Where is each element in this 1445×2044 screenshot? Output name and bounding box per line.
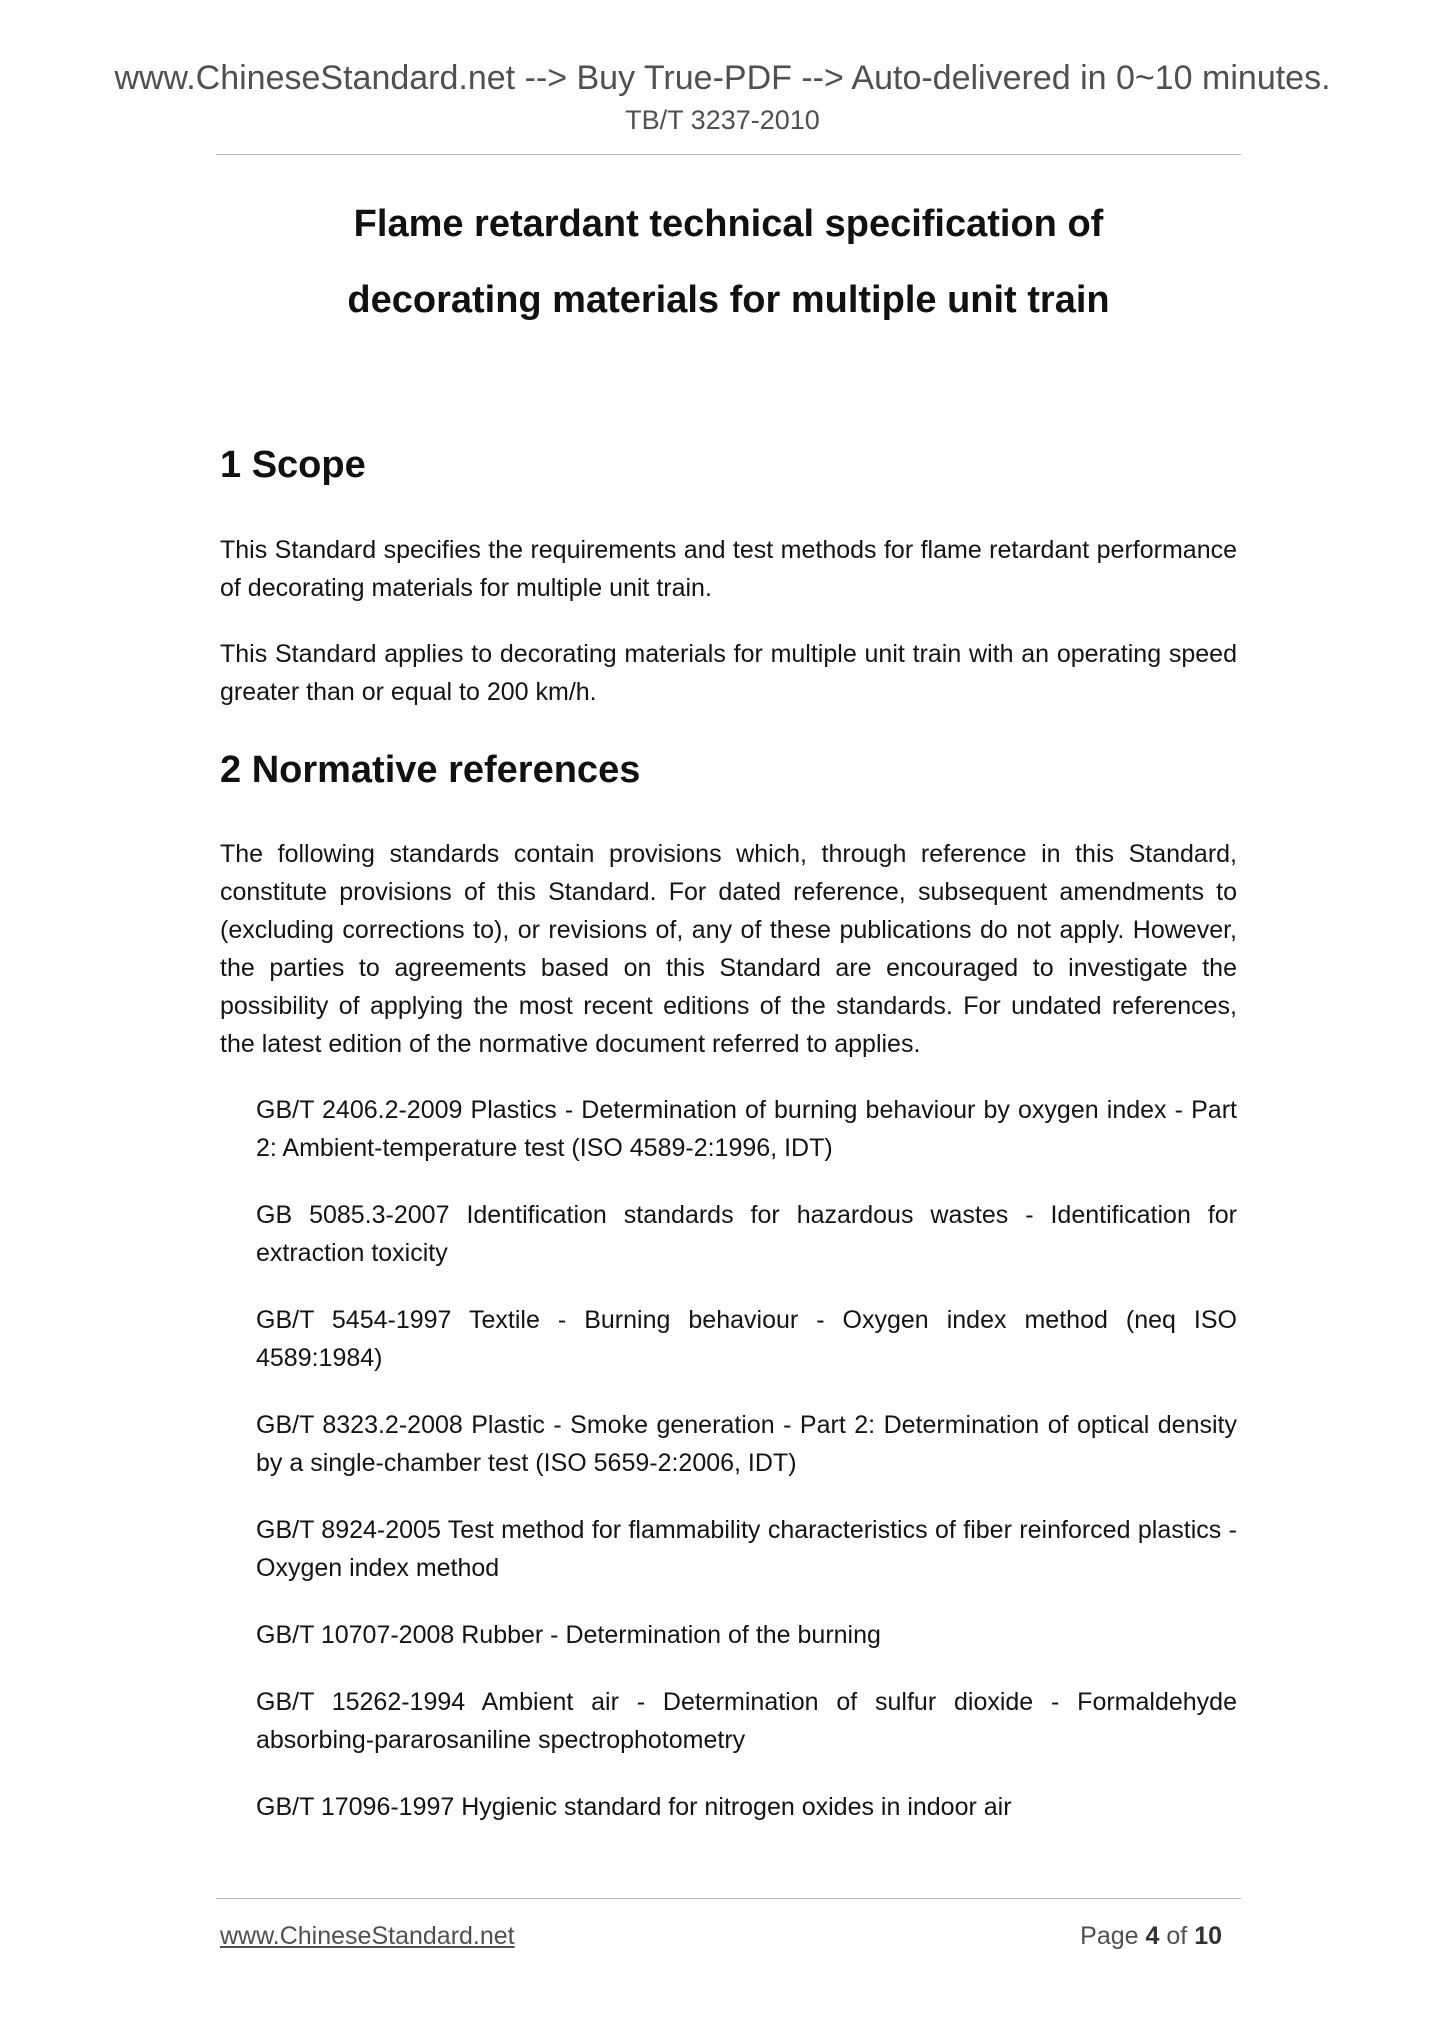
page-current: 4	[1145, 1922, 1160, 1950]
scope-paragraph-1: This Standard specifies the requirements and test methods for flame retardant performance of decorating materials for multiple unit train.	[220, 536, 1237, 602]
footer-divider	[216, 1898, 1241, 1899]
page-of: of	[1166, 1922, 1188, 1950]
reference-item: GB 5085.3-2007 Identification standards for hazardous wastes - Identification for extraction toxicity	[256, 1201, 1237, 1267]
page-indicator	[1080, 1920, 1222, 1952]
section-scope-heading: 1 Scope	[220, 444, 366, 486]
page-prefix: Page	[1080, 1922, 1139, 1950]
standard-number: TB/T 3237-2010	[625, 105, 820, 135]
footer-site-link[interactable]: www.ChineseStandard.net	[220, 1922, 515, 1950]
reference-item: GB/T 10707-2008 Rubber - Determination of the burning	[256, 1621, 881, 1649]
reference-item: GB/T 17096-1997 Hygienic standard for nitrogen oxides in indoor air	[256, 1793, 1012, 1821]
reference-list	[220, 1091, 1237, 1826]
reference-item: GB/T 15262-1994 Ambient air - Determination of sulfur dioxide - Formaldehyde absorbing-pararosaniline spectrophotometry	[256, 1688, 1237, 1754]
normative-references-paragraph: The following standards contain provisions which, through reference in this Standard, constitute provisions of this Standard. For dated reference, subsequent amendments to (excluding corrections to), or revisions of, any of these publications do not apply. However, the parties to agreements based on this Standard are encouraged to investigate the possibility of applying the most recent editions of the standards. For undated references, the latest edition of the normative document referred to applies.	[220, 840, 1237, 1058]
reference-item: GB/T 5454-1997 Textile - Burning behaviour - Oxygen index method (neq ISO 4589:1984)	[256, 1306, 1237, 1372]
reference-item: GB/T 8323.2-2008 Plastic - Smoke generation - Part 2: Determination of optical density by a single-chamber test (ISO 5659-2:2006, IDT)	[256, 1411, 1237, 1477]
document-body	[220, 438, 1237, 1826]
header-banner: www.ChineseStandard.net --> Buy True-PDF --> Auto-delivered in 0~10 minutes.	[114, 59, 1331, 97]
header-divider	[216, 154, 1241, 155]
page-total: 10	[1194, 1922, 1222, 1950]
section-normative-references-heading: 2 Normative references	[220, 749, 641, 791]
scope-paragraph-2: This Standard applies to decorating materials for multiple unit train with an operating speed greater than or equal to 200 km/h.	[220, 640, 1237, 706]
reference-item: GB/T 8924-2005 Test method for flammability characteristics of fiber reinforced plastics - Oxygen index method	[256, 1516, 1237, 1582]
document-title	[216, 186, 1241, 338]
title-line-2: decorating materials for multiple unit train	[347, 279, 1110, 321]
reference-item: GB/T 2406.2-2009 Plastics - Determination of burning behaviour by oxygen index - Part 2: Ambient-temperature test (ISO 4589-2:1996, IDT)	[256, 1096, 1237, 1162]
title-line-1: Flame retardant technical specification of	[353, 203, 1104, 245]
